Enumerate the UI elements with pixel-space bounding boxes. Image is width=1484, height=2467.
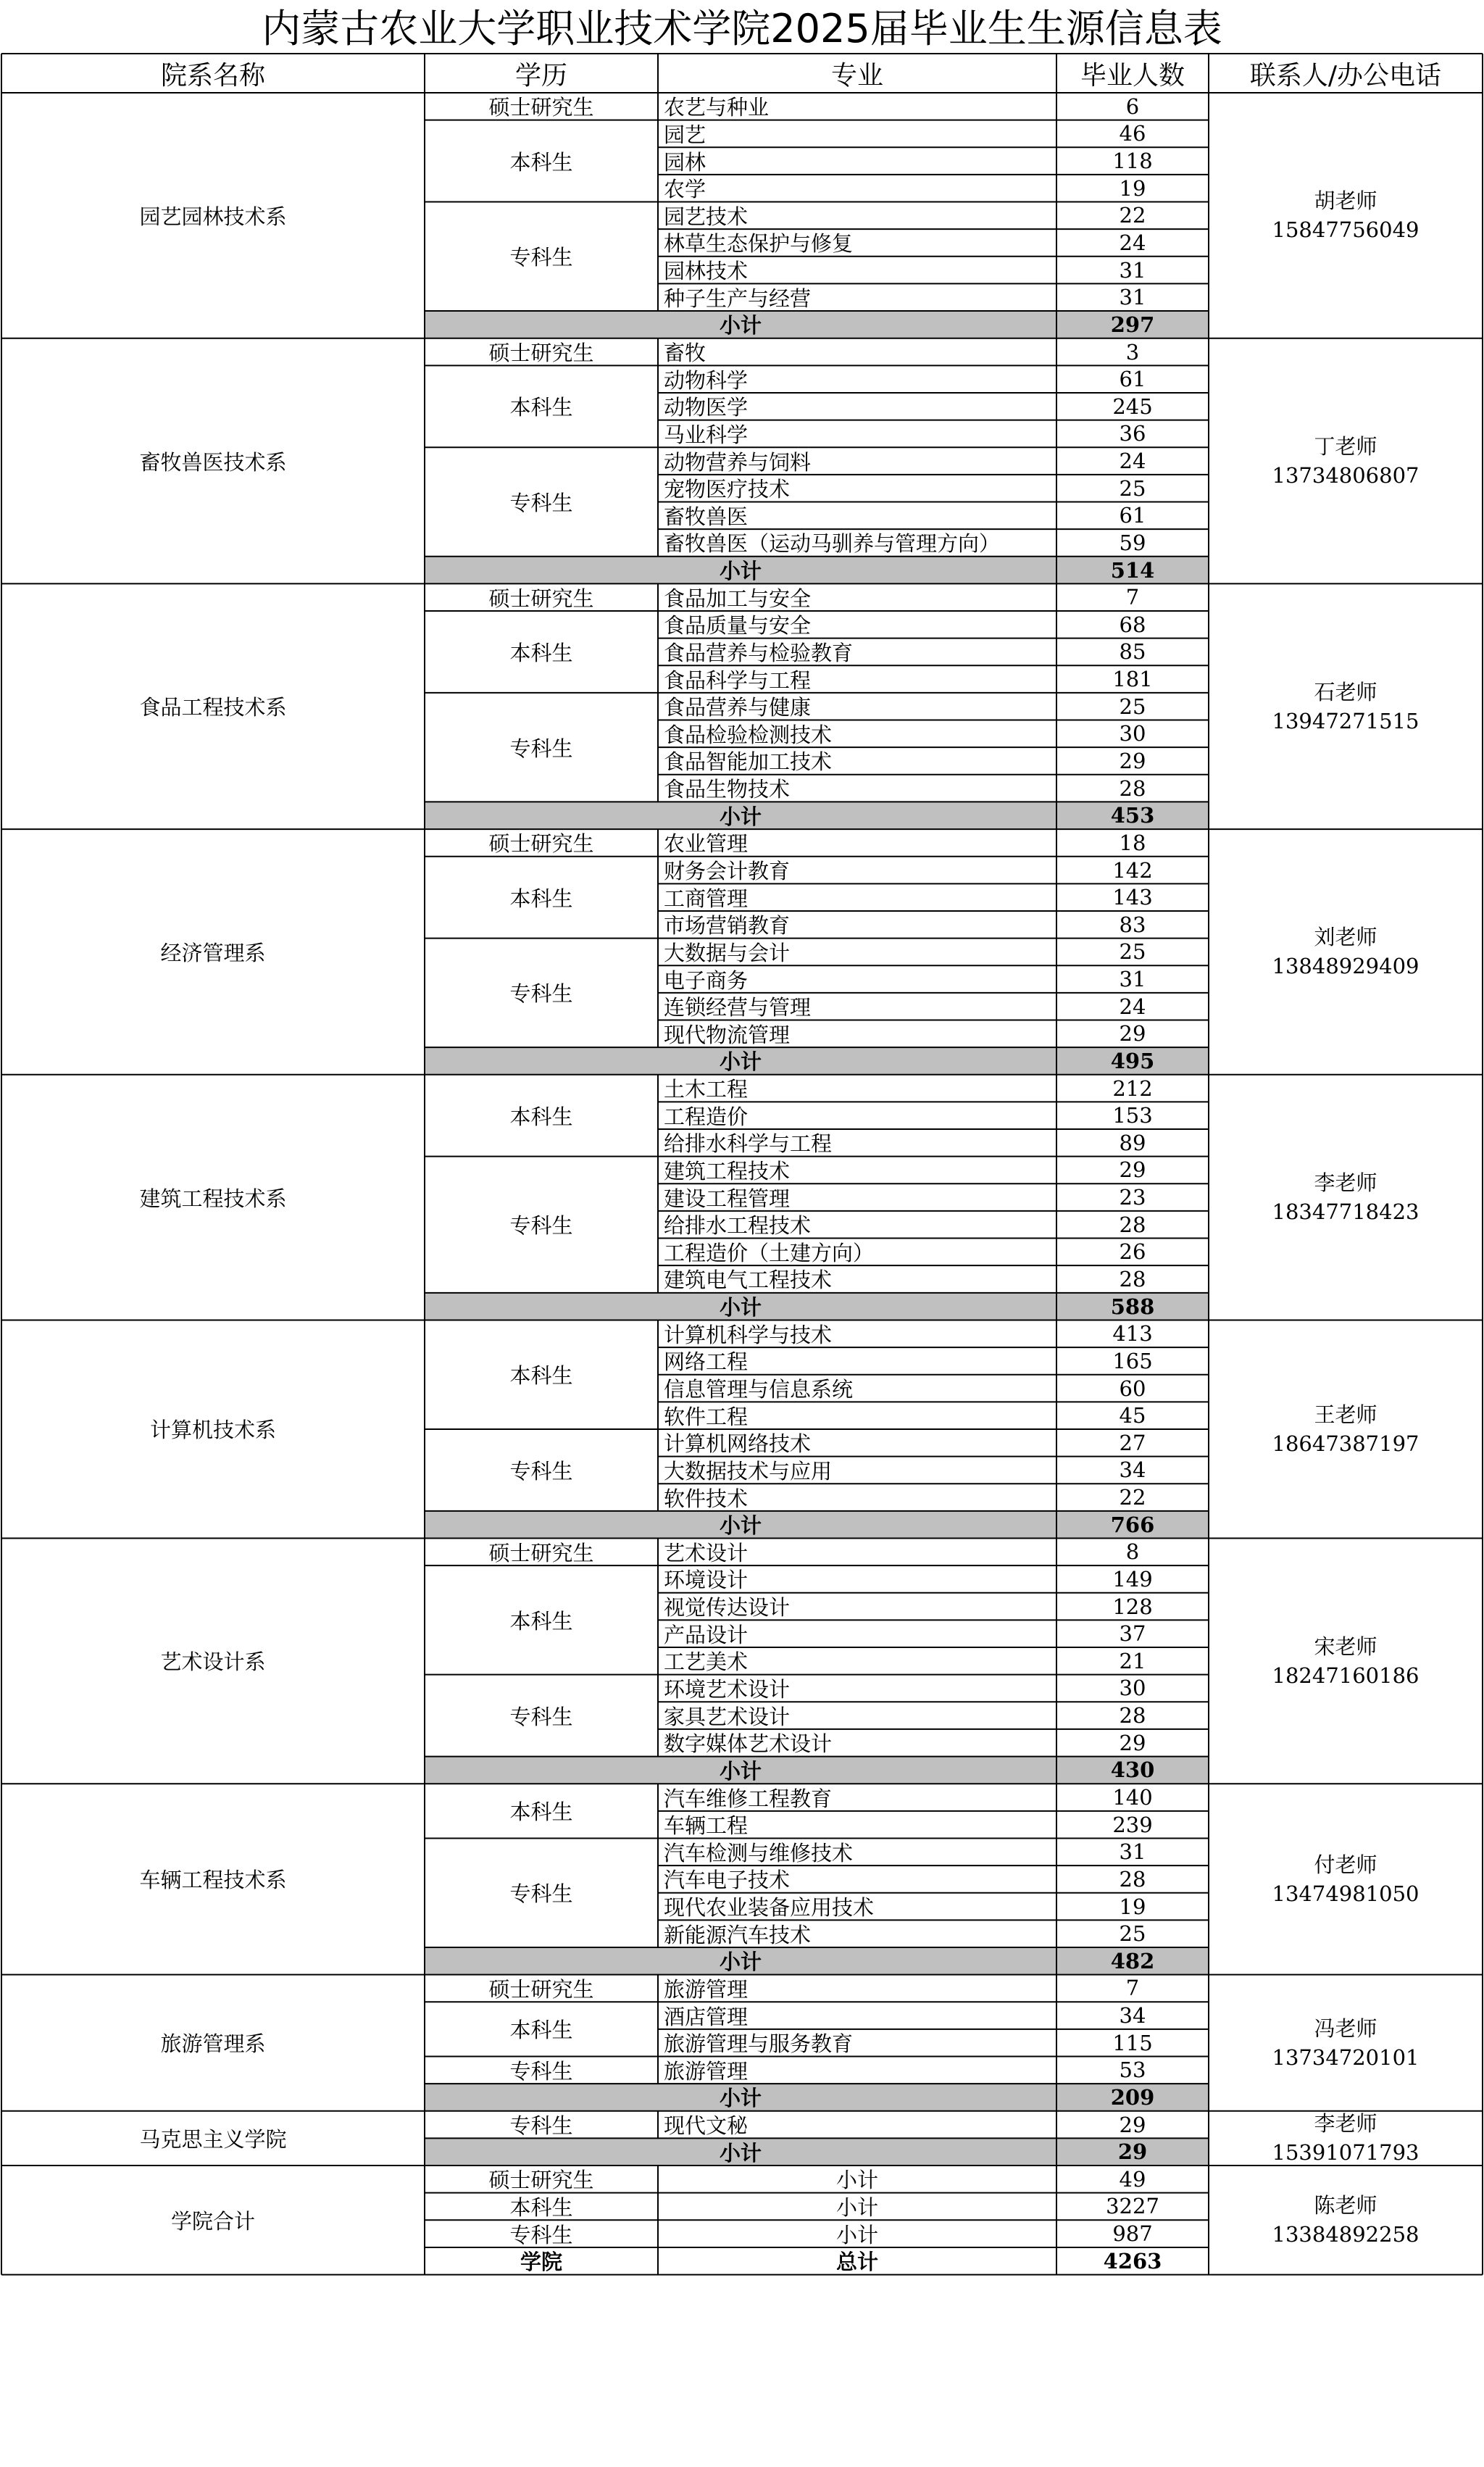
- degree-cell: 本科生: [509, 886, 573, 911]
- contact-cell: [1209, 338, 1483, 584]
- count-cell: 29: [1119, 2112, 1146, 2137]
- count-cell: 28: [1119, 1866, 1146, 1892]
- major-cell: 工商管理: [664, 886, 749, 911]
- major-cell: 软件技术: [664, 1486, 749, 1511]
- count-cell: 18: [1119, 830, 1146, 855]
- count-cell: 118: [1112, 149, 1153, 174]
- count-cell: 8: [1125, 1539, 1140, 1565]
- major-cell: 网络工程: [664, 1349, 749, 1375]
- subtotal-value: 514: [1056, 557, 1209, 584]
- degree-cell: 硕士研究生: [488, 831, 594, 857]
- count-cell: 31: [1119, 285, 1146, 310]
- count-cell: 59: [1119, 530, 1146, 555]
- major-cell: 家具艺术设计: [664, 1704, 791, 1729]
- header-contact: 联系人/办公电话: [1249, 60, 1442, 91]
- summary-name: 学院合计: [170, 2208, 255, 2234]
- dept-name: 计算机技术系: [149, 1418, 276, 1443]
- contact-name: 石老师: [1314, 679, 1377, 704]
- header-degree: 学历: [514, 60, 567, 91]
- subtotal-label: 小计: [425, 802, 1056, 829]
- summary-label: 小计: [835, 2168, 878, 2193]
- summary-degree: 学院: [520, 2250, 562, 2275]
- contact-phone: 15847756049: [1272, 217, 1420, 243]
- count-cell: 413: [1112, 1321, 1153, 1347]
- major-cell: 连锁经营与管理: [664, 995, 812, 1020]
- count-cell: 181: [1112, 667, 1153, 692]
- major-cell: 旅游管理与服务教育: [664, 2031, 854, 2057]
- major-cell: 数字媒体艺术设计: [664, 1731, 833, 1757]
- contact-cell: [1209, 2166, 1483, 2275]
- major-cell: 视觉传达设计: [664, 1595, 791, 1621]
- contact-cell: [1209, 829, 1483, 1075]
- summary-degree: 硕士研究生: [488, 2168, 594, 2193]
- degree-cell: 专科生: [509, 245, 573, 270]
- degree-cell: 硕士研究生: [488, 586, 594, 611]
- contact-name: 丁老师: [1314, 434, 1377, 459]
- major-cell: 林草生态保护与修复: [664, 231, 854, 257]
- subtotal-value: 453: [1056, 802, 1209, 829]
- subtotal-value: 495: [1056, 1047, 1209, 1075]
- major-cell: 信息管理与信息系统: [664, 1377, 854, 1402]
- count-cell: 25: [1119, 694, 1146, 719]
- major-cell: 汽车维修工程教育: [664, 1786, 833, 1811]
- major-cell: 食品科学与工程: [664, 667, 812, 693]
- degree-cell: 专科生: [509, 2113, 573, 2139]
- count-cell: 239: [1112, 1812, 1153, 1837]
- degree-cell: 本科生: [509, 640, 573, 665]
- subtotal-label: 小计: [425, 1293, 1056, 1320]
- count-cell: 85: [1119, 639, 1146, 665]
- count-cell: 24: [1119, 449, 1146, 474]
- major-cell: 园艺: [664, 122, 706, 147]
- subtotal-value: 482: [1056, 1947, 1209, 1975]
- major-cell: 计算机科学与技术: [664, 1322, 833, 1347]
- major-cell: 食品生物技术: [664, 777, 791, 802]
- degree-cell: 本科生: [509, 149, 573, 175]
- count-cell: 6: [1125, 93, 1140, 119]
- count-cell: 30: [1119, 721, 1146, 746]
- degree-cell: 硕士研究生: [488, 341, 594, 365]
- dept-name: 建筑工程技术系: [139, 1186, 287, 1211]
- degree-cell: 硕士研究生: [488, 1540, 594, 1565]
- major-cell: 畜牧: [664, 341, 706, 365]
- contact-phone: 13734806807: [1272, 463, 1420, 488]
- summary-label: 小计: [835, 2222, 878, 2247]
- major-cell: 食品营养与健康: [664, 695, 812, 720]
- summary-value: 4263: [1103, 2248, 1162, 2273]
- major-cell: 艺术设计: [664, 1540, 749, 1565]
- degree-cell: 专科生: [509, 1213, 573, 1239]
- count-cell: 46: [1119, 121, 1146, 146]
- count-cell: 89: [1119, 1130, 1146, 1155]
- count-cell: 7: [1125, 1976, 1140, 2001]
- count-cell: 29: [1119, 1730, 1146, 1755]
- major-cell: 汽车检测与维修技术: [664, 1840, 854, 1865]
- major-cell: 工程造价（土建方向）: [664, 1240, 875, 1265]
- contact-name: 胡老师: [1314, 188, 1377, 214]
- major-cell: 食品智能加工技术: [664, 749, 833, 775]
- count-cell: 37: [1119, 1621, 1146, 1647]
- count-cell: 61: [1119, 367, 1146, 392]
- subtotal-value: 588: [1056, 1293, 1209, 1320]
- subtotal-label: 小计: [425, 1047, 1056, 1075]
- contact-name: 冯老师: [1314, 2015, 1377, 2041]
- major-cell: 园林技术: [664, 259, 749, 284]
- degree-cell: 硕士研究生: [488, 95, 594, 120]
- summary-label: 小计: [835, 2194, 878, 2220]
- subtotal-value: 29: [1056, 2138, 1209, 2166]
- count-cell: 45: [1119, 1403, 1146, 1428]
- count-cell: 25: [1119, 475, 1146, 501]
- major-cell: 动物科学: [664, 367, 749, 393]
- contact-phone: 13384892258: [1272, 2222, 1420, 2247]
- page-title: 内蒙古农业大学职业技术学院2025届毕业生生源信息表: [262, 6, 1222, 51]
- count-cell: 34: [1119, 1457, 1146, 1483]
- dept-name: 艺术设计系: [160, 1649, 266, 1675]
- contact-cell: [1209, 1075, 1483, 1320]
- subtotal-label: 小计: [425, 557, 1056, 584]
- count-cell: 29: [1119, 1021, 1146, 1047]
- major-cell: 环境艺术设计: [664, 1676, 791, 1702]
- major-cell: 计算机网络技术: [664, 1431, 812, 1457]
- count-cell: 25: [1119, 1921, 1146, 1947]
- degree-cell: 本科生: [509, 1363, 573, 1389]
- major-cell: 畜牧兽医（运动马驯养与管理方向）: [664, 531, 1001, 557]
- major-cell: 旅游管理: [664, 1976, 749, 2002]
- count-cell: 28: [1119, 1212, 1146, 1237]
- major-cell: 产品设计: [664, 1622, 749, 1647]
- summary-value: 49: [1119, 2166, 1146, 2192]
- subtotal-value: 766: [1056, 1511, 1209, 1539]
- major-cell: 工艺美术: [664, 1649, 749, 1675]
- major-cell: 环境设计: [664, 1568, 749, 1593]
- degree-cell: 本科生: [509, 2018, 573, 2043]
- major-cell: 软件工程: [664, 1404, 749, 1429]
- contact-cell: [1209, 1539, 1483, 1784]
- major-cell: 农业管理: [664, 831, 749, 857]
- major-cell: 现代物流管理: [664, 1022, 791, 1047]
- count-cell: 34: [1119, 2003, 1146, 2029]
- subtotal-value: 297: [1056, 311, 1209, 338]
- major-cell: 财务会计教育: [664, 859, 791, 883]
- count-cell: 68: [1119, 612, 1146, 637]
- major-cell: 给排水科学与工程: [664, 1131, 833, 1157]
- dept-name: 车辆工程技术系: [139, 1868, 287, 1893]
- major-cell: 给排水工程技术: [664, 1213, 812, 1239]
- degree-cell: 本科生: [509, 395, 573, 420]
- major-cell: 动物营养与饲料: [664, 449, 812, 475]
- header-dept: 院系名称: [160, 60, 265, 91]
- count-cell: 28: [1119, 1703, 1146, 1728]
- subtotal-label: 小计: [425, 2084, 1056, 2111]
- count-cell: 212: [1112, 1076, 1153, 1101]
- subtotal-label: 小计: [425, 1757, 1056, 1784]
- contact-name: 付老师: [1314, 1852, 1377, 1877]
- degree-cell: 专科生: [509, 1881, 573, 1907]
- count-cell: 27: [1119, 1430, 1146, 1455]
- contact-cell: [1209, 1784, 1483, 1974]
- major-cell: 食品质量与安全: [664, 613, 812, 638]
- degree-cell: 专科生: [509, 736, 573, 761]
- subtotal-label: 小计: [425, 311, 1056, 338]
- contact-phone: 18347718423: [1272, 1199, 1420, 1225]
- count-cell: 24: [1119, 994, 1146, 1019]
- dept-name: 园艺园林技术系: [139, 204, 287, 229]
- count-cell: 53: [1119, 2058, 1146, 2083]
- contact-name: 陈老师: [1314, 2193, 1377, 2218]
- contact-name: 李老师: [1314, 2111, 1377, 2137]
- major-cell: 旅游管理: [664, 2058, 749, 2084]
- count-cell: 36: [1119, 421, 1146, 446]
- contact-phone: 13734720101: [1272, 2044, 1420, 2070]
- count-cell: 29: [1119, 748, 1146, 773]
- contact-phone: 13947271515: [1272, 708, 1420, 733]
- dept-name: 畜牧兽医技术系: [139, 449, 287, 475]
- contact-name: 刘老师: [1314, 925, 1377, 950]
- major-cell: 车辆工程: [664, 1813, 749, 1839]
- count-cell: 61: [1119, 503, 1146, 528]
- contact-cell: [1209, 583, 1483, 829]
- degree-cell: 专科生: [509, 981, 573, 1007]
- count-cell: 22: [1119, 203, 1146, 228]
- summary-degree: 本科生: [509, 2194, 573, 2220]
- major-cell: 动物医学: [664, 395, 749, 420]
- count-cell: 31: [1119, 257, 1146, 283]
- contact-phone: 13474981050: [1272, 1881, 1420, 1906]
- subtotal-label: 小计: [425, 1947, 1056, 1975]
- count-cell: 21: [1119, 1648, 1146, 1673]
- summary-label: 总计: [835, 2250, 878, 2275]
- dept-name: 旅游管理系: [160, 2031, 266, 2057]
- major-cell: 马业科学: [664, 422, 749, 447]
- count-cell: 115: [1112, 2030, 1153, 2055]
- major-cell: 畜牧兽医: [664, 504, 749, 529]
- count-cell: 245: [1112, 394, 1153, 419]
- contact-name: 王老师: [1314, 1402, 1377, 1427]
- major-cell: 食品加工与安全: [664, 586, 812, 611]
- count-cell: 165: [1112, 1348, 1153, 1373]
- major-cell: 大数据与会计: [664, 940, 791, 965]
- contact-name: 宋老师: [1314, 1634, 1377, 1659]
- degree-cell: 专科生: [509, 2058, 573, 2084]
- subtotal-value: 209: [1056, 2084, 1209, 2111]
- count-cell: 142: [1112, 857, 1153, 883]
- count-cell: 19: [1119, 175, 1146, 201]
- count-cell: 19: [1119, 1894, 1146, 1919]
- contact-phone: 18647387197: [1272, 1431, 1420, 1456]
- contact-name: 李老师: [1314, 1170, 1377, 1196]
- summary-value: 3227: [1106, 2194, 1159, 2219]
- major-cell: 农学: [664, 177, 706, 202]
- contact-phone: 15391071793: [1272, 2140, 1420, 2166]
- count-cell: 7: [1125, 585, 1140, 610]
- major-cell: 园艺技术: [664, 204, 749, 229]
- major-cell: 电子商务: [664, 968, 749, 993]
- contact-cell: [1209, 1320, 1483, 1538]
- subtotal-label: 小计: [425, 1511, 1056, 1539]
- count-cell: 60: [1119, 1376, 1146, 1401]
- count-cell: 31: [1119, 967, 1146, 992]
- count-cell: 30: [1119, 1676, 1146, 1701]
- dept-name: 经济管理系: [160, 940, 266, 965]
- major-cell: 大数据技术与应用: [664, 1458, 833, 1484]
- major-cell: 建筑工程技术: [664, 1158, 791, 1183]
- subtotal-value: 430: [1056, 1757, 1209, 1784]
- contact-cell: [1209, 2111, 1483, 2166]
- major-cell: 宠物医疗技术: [664, 477, 791, 502]
- subtotal-label: 小计: [425, 2138, 1056, 2166]
- count-cell: 143: [1112, 885, 1153, 910]
- major-cell: 种子生产与经营: [664, 286, 812, 311]
- major-cell: 新能源汽车技术: [664, 1922, 812, 1947]
- summary-value: 987: [1112, 2221, 1153, 2247]
- summary-degree: 专科生: [509, 2222, 573, 2247]
- major-cell: 现代农业装备应用技术: [664, 1895, 875, 1921]
- degree-cell: 专科生: [509, 490, 573, 515]
- count-cell: 149: [1112, 1566, 1153, 1592]
- degree-cell: 本科生: [509, 1800, 573, 1825]
- count-cell: 22: [1119, 1485, 1146, 1510]
- major-cell: 汽车电子技术: [664, 1868, 791, 1893]
- contact-cell: [1209, 1975, 1483, 2111]
- count-cell: 3: [1125, 339, 1140, 365]
- major-cell: 农艺与种业: [664, 95, 770, 120]
- contact-phone: 13848929409: [1272, 954, 1420, 979]
- count-cell: 25: [1119, 939, 1146, 965]
- contact-phone: 18247160186: [1272, 1663, 1420, 1688]
- count-cell: 28: [1119, 775, 1146, 801]
- major-cell: 现代文秘: [664, 2113, 749, 2139]
- count-cell: 29: [1119, 1157, 1146, 1183]
- dept-name: 食品工程技术系: [139, 695, 287, 720]
- major-cell: 食品检验检测技术: [664, 722, 833, 747]
- header-major: 专业: [830, 60, 883, 91]
- count-cell: 23: [1119, 1185, 1146, 1210]
- count-cell: 26: [1119, 1239, 1146, 1265]
- major-cell: 市场营销教育: [664, 913, 791, 939]
- major-cell: 建设工程管理: [664, 1186, 791, 1211]
- major-cell: 食品营养与检验教育: [664, 640, 854, 665]
- count-cell: 31: [1119, 1839, 1146, 1865]
- degree-cell: 硕士研究生: [488, 1976, 594, 2002]
- dept-name: 马克思主义学院: [139, 2126, 287, 2152]
- count-cell: 83: [1119, 912, 1146, 937]
- degree-cell: 专科生: [509, 1704, 573, 1729]
- major-cell: 土木工程: [664, 1077, 749, 1102]
- count-cell: 24: [1119, 230, 1146, 255]
- major-cell: 建筑电气工程技术: [664, 1268, 833, 1293]
- count-cell: 128: [1112, 1594, 1153, 1619]
- degree-cell: 本科生: [509, 1104, 573, 1129]
- count-cell: 153: [1112, 1103, 1153, 1128]
- contact-cell: [1209, 93, 1483, 338]
- degree-cell: 本科生: [509, 1608, 573, 1634]
- header-count: 毕业人数: [1080, 60, 1185, 91]
- degree-cell: 专科生: [509, 1458, 573, 1484]
- count-cell: 140: [1112, 1785, 1153, 1810]
- major-cell: 酒店管理: [664, 2004, 749, 2029]
- major-cell: 园林: [664, 149, 706, 175]
- count-cell: 28: [1119, 1266, 1146, 1291]
- major-cell: 工程造价: [664, 1104, 749, 1129]
